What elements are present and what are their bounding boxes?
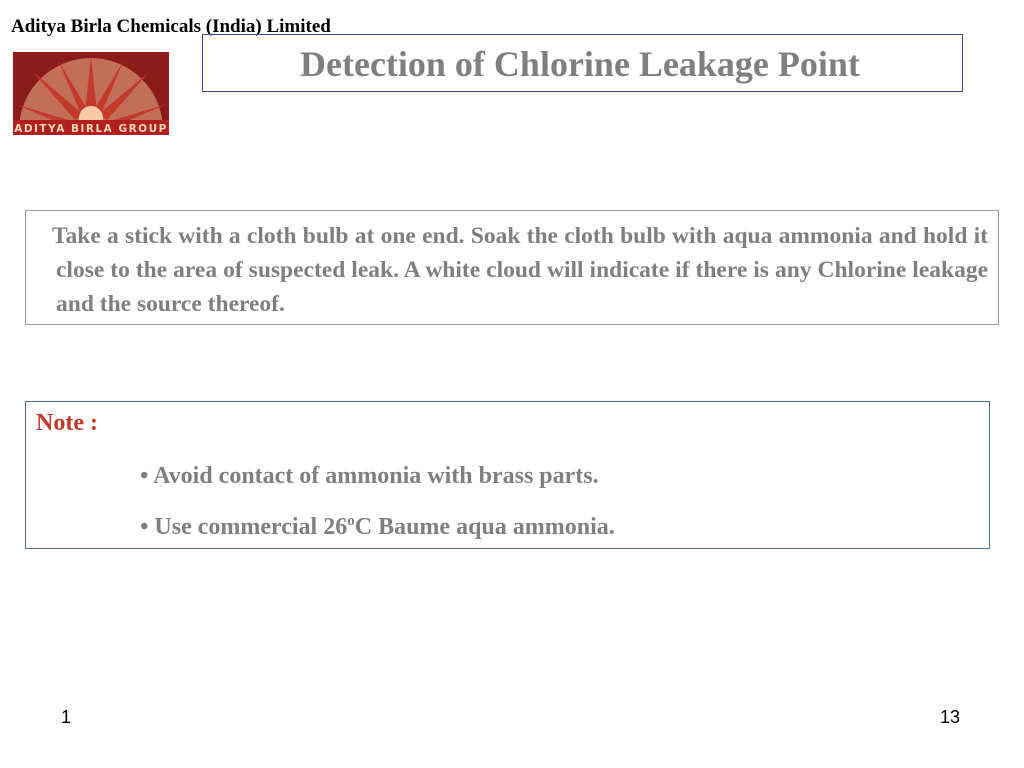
note-label: Note :: [36, 410, 98, 436]
logo-wordmark: ADITYA BIRLA GROUP: [14, 123, 168, 135]
note-item-text: Use commercial 26: [154, 514, 348, 540]
note-item: [140, 463, 599, 490]
bullet-icon: •: [140, 463, 149, 489]
degree-superscript: o: [347, 513, 355, 529]
aditya-birla-group-logo: [13, 52, 169, 135]
bullet-icon: •: [140, 514, 149, 540]
note-item-text-continued: C Baume aqua ammonia.: [354, 514, 615, 540]
page-number: 13: [940, 707, 961, 727]
instruction-text: Take a stick with a cloth bulb at one end. Soak the cloth bulb with aqua ammonia and hold it close to the area of suspected leak. A white cloud will indicate if there is any Chlorine leakage and the source thereof.: [52, 223, 988, 317]
logo-graphic: [13, 52, 169, 135]
slide-title: Detection of Chlorine Leakage Point: [300, 44, 860, 84]
note-box: [25, 401, 990, 549]
instruction-box: [25, 210, 999, 325]
footer-left-number: 1: [61, 707, 72, 727]
note-item: [140, 514, 615, 541]
company-name: Aditya Birla Chemicals (India) Limited: [11, 16, 331, 37]
note-item-text: Avoid contact of ammonia with brass parts.: [153, 463, 599, 489]
title-box: [202, 34, 963, 92]
